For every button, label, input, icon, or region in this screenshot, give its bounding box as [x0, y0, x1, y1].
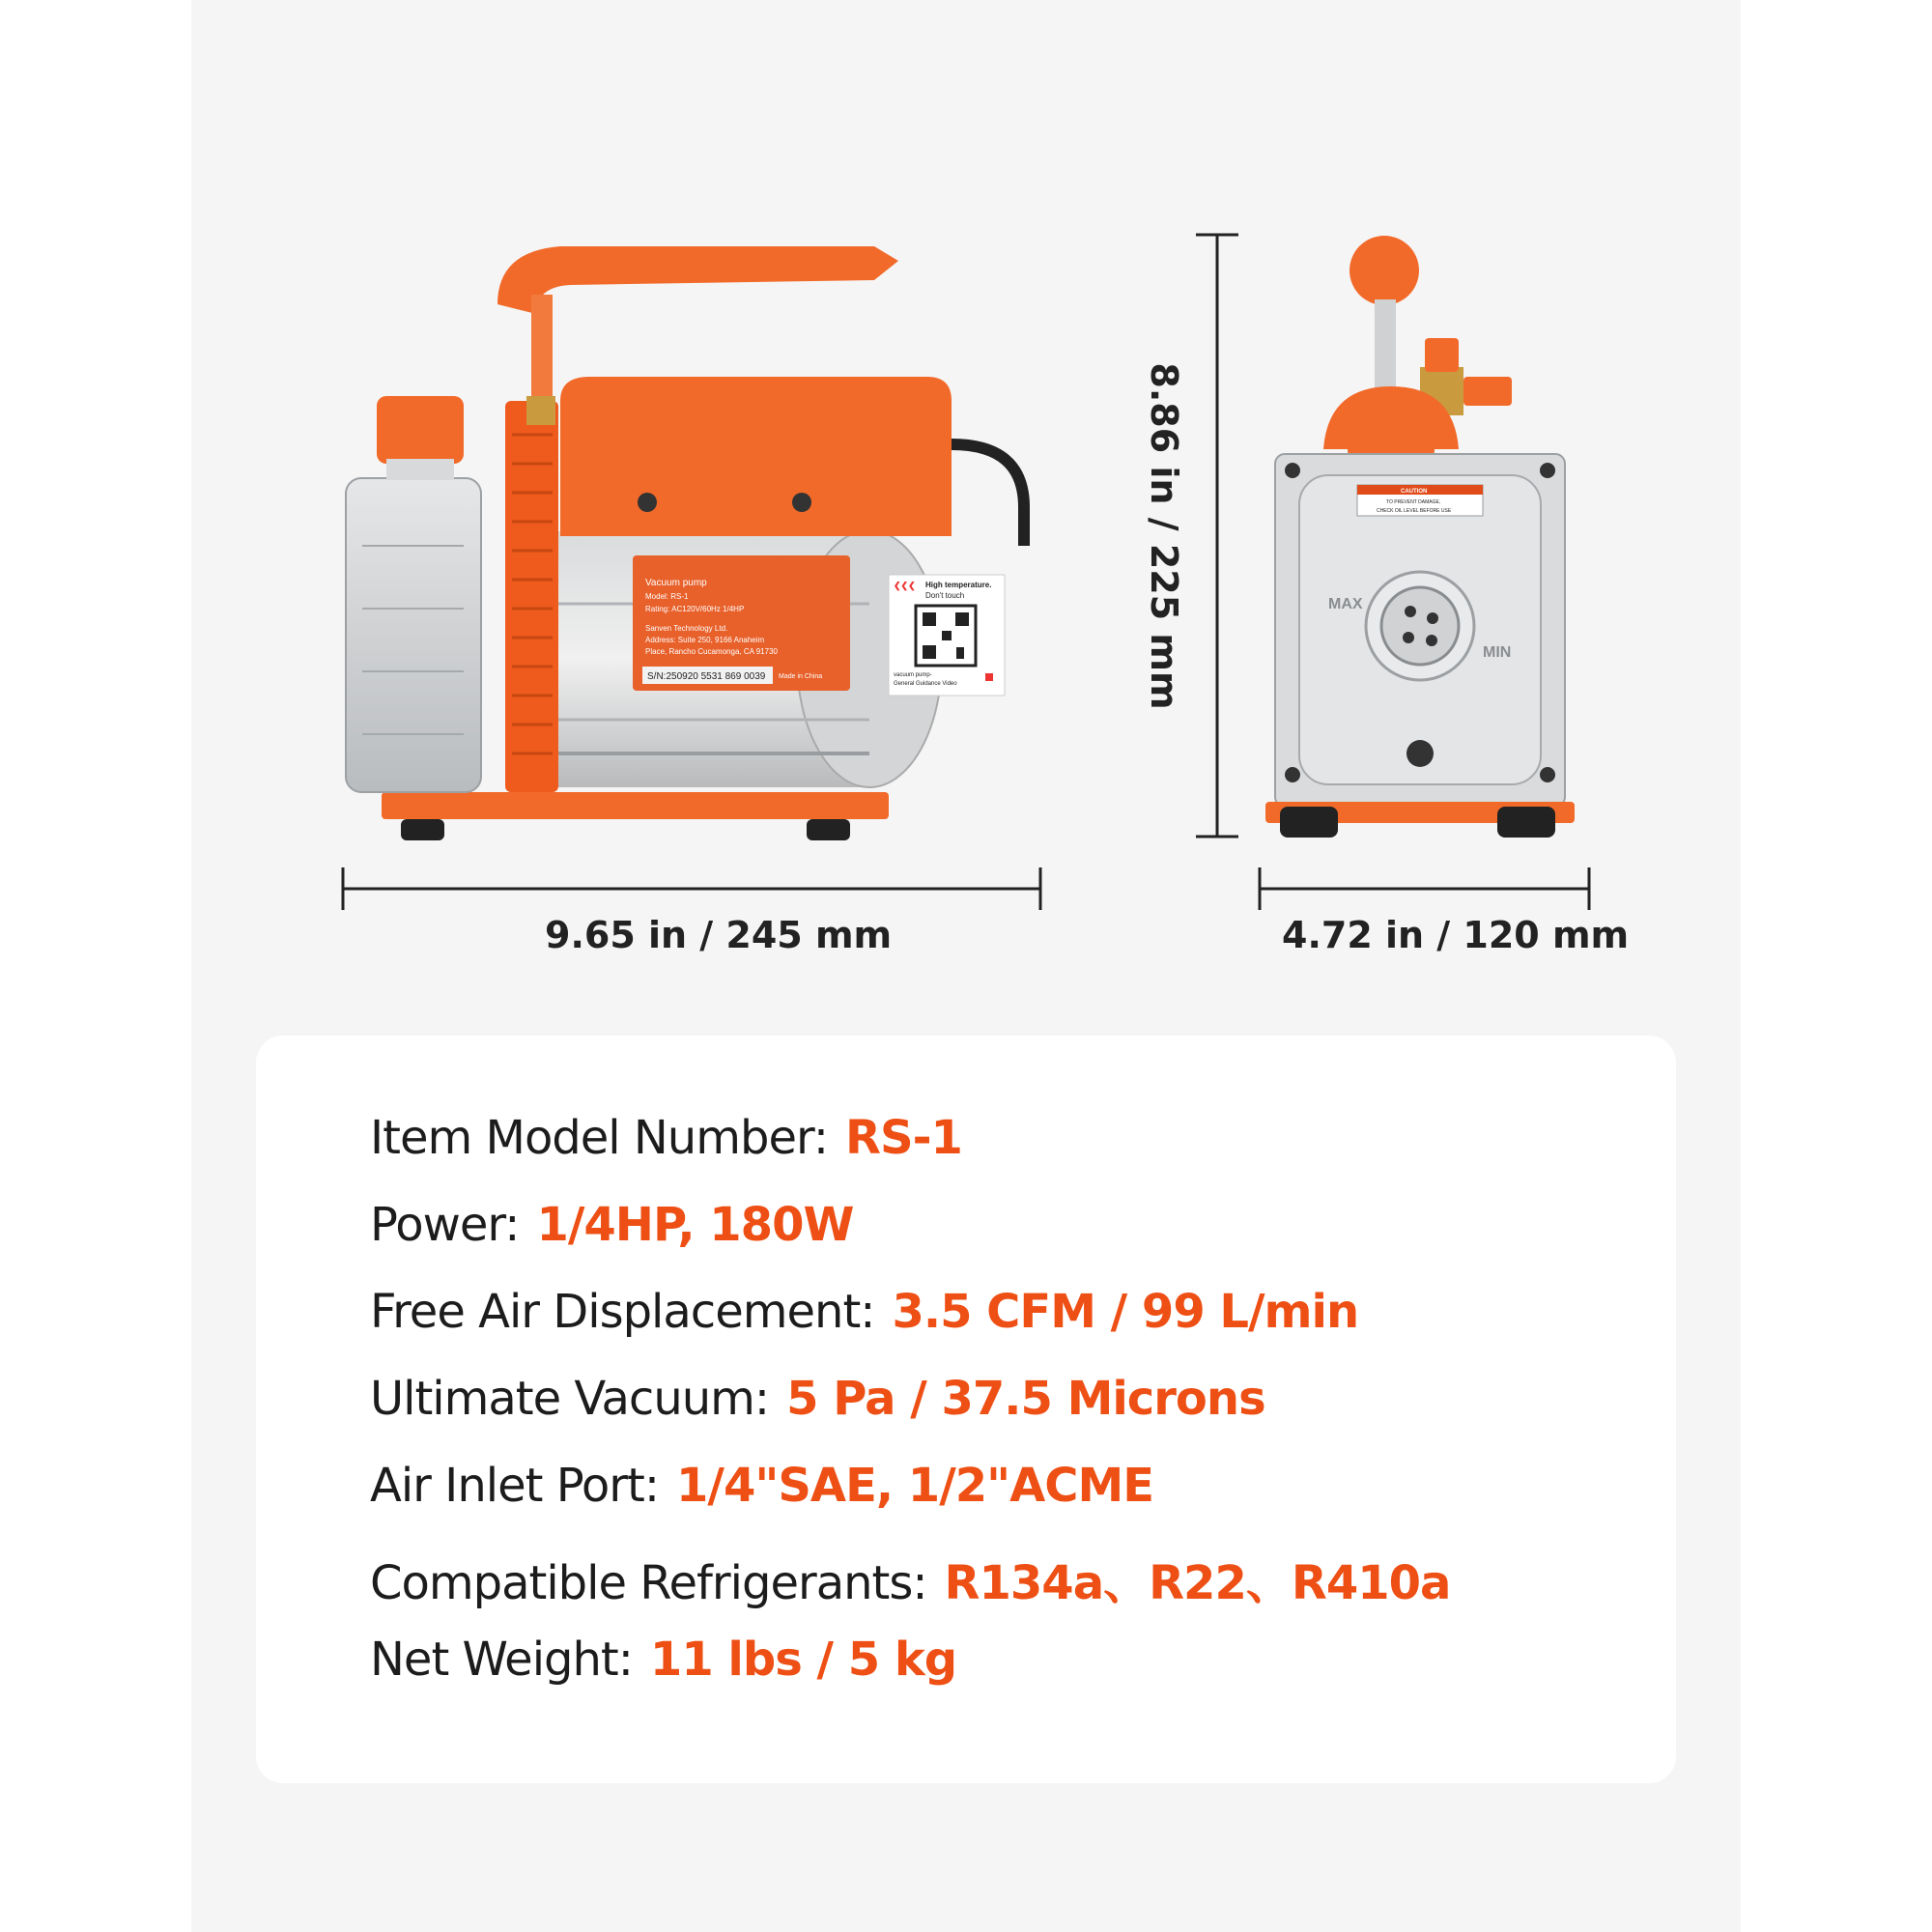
spec-value: RS-1	[845, 1111, 962, 1165]
spec-card	[256, 1036, 1676, 1783]
height-dimension: 8.86 in / 225 mm	[1143, 362, 1185, 710]
spec-row-power	[370, 1198, 853, 1252]
caution-line1: TO PREVENT DAMAGE,	[1386, 499, 1441, 505]
spec-label: Net Weight:	[370, 1633, 633, 1687]
label-line3: Rating: AC120V/60Hz 1/4HP	[645, 605, 745, 613]
qr-caption1: vacuum pump-	[894, 672, 932, 678]
label-serial: S/N:250920 5531 869 0039	[647, 671, 766, 682]
spec-row-displacement	[370, 1285, 1358, 1339]
spec-label: Item Model Number:	[370, 1111, 829, 1165]
spec-value: 1/4HP, 180W	[536, 1198, 854, 1252]
spec-label: Ultimate Vacuum:	[370, 1372, 770, 1426]
label-line6: Place, Rancho Cucamonga, CA 91730	[645, 647, 778, 656]
width-dimension: 4.72 in / 120 mm	[1282, 914, 1630, 956]
spec-value: 5 Pa / 37.5 Microns	[786, 1372, 1265, 1426]
length-dimension: 9.65 in / 245 mm	[545, 914, 893, 956]
caution-title: CAUTION	[1401, 489, 1428, 495]
label-line1: Vacuum pump	[645, 578, 707, 588]
spec-row-vacuum	[370, 1372, 1265, 1426]
svg-text:❮❮❮: ❮❮❮	[894, 581, 916, 590]
label-line2: Model: RS-1	[645, 592, 689, 601]
spec-value: 3.5 CFM / 99 L/min	[892, 1285, 1359, 1339]
spec-label: Compatible Refrigerants:	[370, 1556, 927, 1610]
spec-row-weight	[370, 1633, 956, 1687]
label-line5: Address: Suite 250, 9166 Anaheim	[645, 636, 765, 644]
spec-value: R134a、R22、R410a	[944, 1556, 1451, 1610]
label-origin: Made in China	[779, 673, 823, 680]
sight-max: MAX	[1328, 596, 1363, 612]
qr-caption2: General Guidance Video	[894, 681, 957, 687]
spec-row-refrigerants	[370, 1546, 1450, 1612]
spec-value: 1/4"SAE, 1/2"ACME	[676, 1459, 1154, 1513]
spec-row-model	[370, 1111, 962, 1165]
warning-title: High temperature.	[925, 581, 992, 589]
warning-subtitle: Don't touch	[925, 591, 965, 600]
spec-row-inlet	[370, 1459, 1153, 1513]
caution-line2: CHECK OIL LEVEL BEFORE USE	[1377, 508, 1452, 514]
spec-label: Free Air Displacement:	[370, 1285, 875, 1339]
spec-label: Power:	[370, 1198, 520, 1252]
sight-min: MIN	[1483, 644, 1512, 661]
spec-label: Air Inlet Port:	[370, 1459, 660, 1513]
spec-value: 11 lbs / 5 kg	[649, 1633, 957, 1687]
label-line4: Sanven Technology Ltd.	[645, 624, 728, 633]
